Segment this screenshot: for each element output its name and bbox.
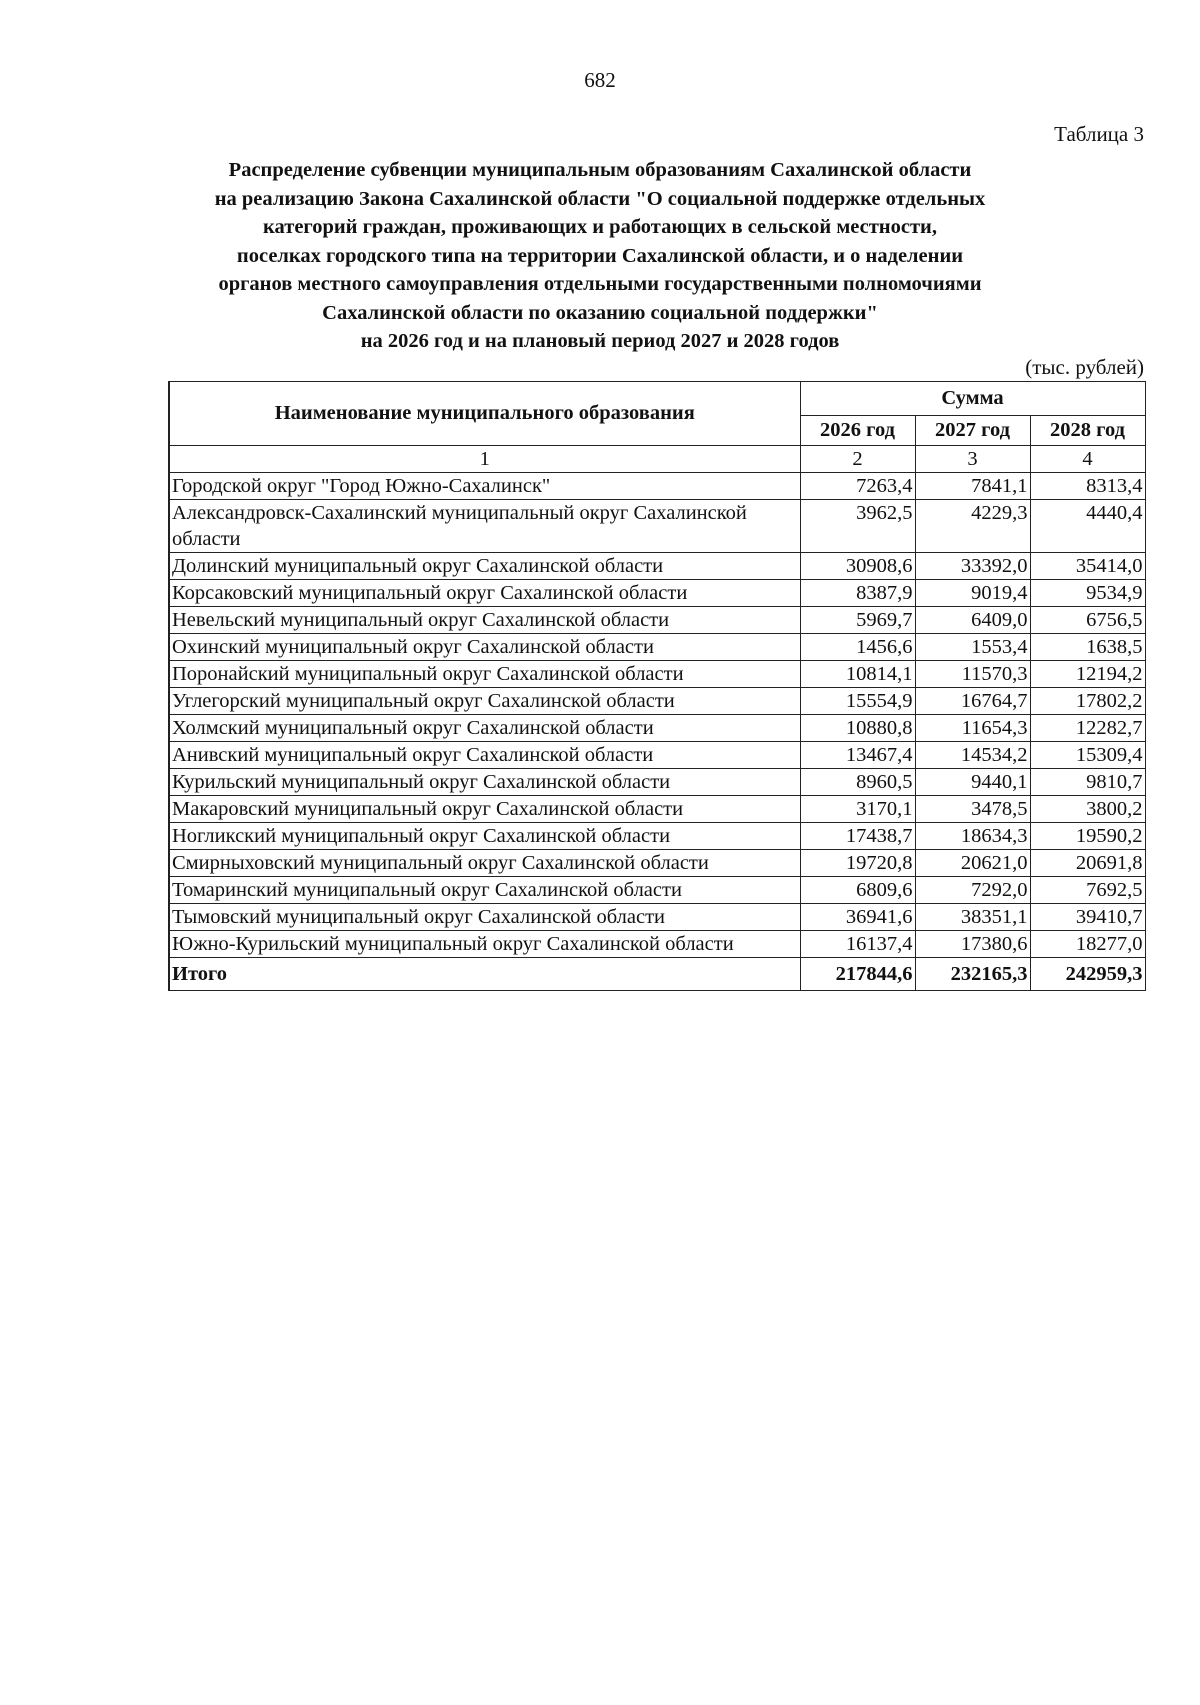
value-2028: 6756,5 (1030, 607, 1145, 634)
value-2026: 7263,4 (800, 473, 915, 500)
value-2028: 12282,7 (1030, 715, 1145, 742)
value-2026: 6809,6 (800, 877, 915, 904)
municipality-name: Невельский муниципальный округ Сахалинской области (169, 607, 800, 634)
value-2028: 8313,4 (1030, 473, 1145, 500)
value-2027: 14534,2 (915, 742, 1030, 769)
value-2026: 10814,1 (800, 661, 915, 688)
value-2028: 20691,8 (1030, 850, 1145, 877)
column-number-row (169, 446, 1145, 473)
table-row (169, 715, 1145, 742)
municipality-name: Ногликский муниципальный округ Сахалинской области (169, 823, 800, 850)
municipality-name: Томаринский муниципальный округ Сахалинской области (169, 877, 800, 904)
value-2028: 35414,0 (1030, 553, 1145, 580)
table-row (169, 796, 1145, 823)
municipality-name: Городской округ "Город Южно-Сахалинск" (169, 473, 800, 500)
value-2026: 16137,4 (800, 931, 915, 958)
value-2027: 6409,0 (915, 607, 1030, 634)
title-line: органов местного самоуправления отдельными государственными полномочиями (218, 273, 982, 295)
value-2027: 20621,0 (915, 850, 1030, 877)
total-label: Итого (169, 958, 800, 991)
column-number: 2 (800, 446, 915, 473)
table-row (169, 877, 1145, 904)
value-2028: 12194,2 (1030, 661, 1145, 688)
total-2027: 232165,3 (915, 958, 1030, 991)
table-label: Таблица 3 (1054, 122, 1144, 146)
value-2027: 38351,1 (915, 904, 1030, 931)
value-2027: 7841,1 (915, 473, 1030, 500)
value-2027: 18634,3 (915, 823, 1030, 850)
header-name: Наименование муниципального образования (169, 382, 800, 446)
value-2026: 5969,7 (800, 607, 915, 634)
value-2027: 11654,3 (915, 715, 1030, 742)
value-2026: 30908,6 (800, 553, 915, 580)
table-row (169, 580, 1145, 607)
value-2027: 4229,3 (915, 500, 1030, 553)
value-2027: 9019,4 (915, 580, 1030, 607)
municipality-name: Тымовский муниципальный округ Сахалинской области (169, 904, 800, 931)
municipality-name: Курильский муниципальный округ Сахалинской области (169, 769, 800, 796)
value-2028: 3800,2 (1030, 796, 1145, 823)
table-row (169, 931, 1145, 958)
value-2026: 3962,5 (800, 500, 915, 553)
value-2027: 16764,7 (915, 688, 1030, 715)
municipality-name: Анивский муниципальный округ Сахалинской области (169, 742, 800, 769)
value-2027: 33392,0 (915, 553, 1030, 580)
units-label: (тыс. рублей) (1025, 355, 1144, 379)
value-2027: 17380,6 (915, 931, 1030, 958)
municipality-name: Макаровский муниципальный округ Сахалинской области (169, 796, 800, 823)
table-row (169, 473, 1145, 500)
header-sum: Сумма (800, 382, 1145, 416)
column-number: 3 (915, 446, 1030, 473)
value-2026: 1456,6 (800, 634, 915, 661)
value-2026: 10880,8 (800, 715, 915, 742)
value-2027: 7292,0 (915, 877, 1030, 904)
value-2027: 1553,4 (915, 634, 1030, 661)
municipality-name: Смирныховский муниципальный округ Сахалинской области (169, 850, 800, 877)
table-row (169, 500, 1145, 553)
municipality-name: Корсаковский муниципальный округ Сахалинской области (169, 580, 800, 607)
value-2027: 9440,1 (915, 769, 1030, 796)
total-2026: 217844,6 (800, 958, 915, 991)
value-2027: 3478,5 (915, 796, 1030, 823)
value-2028: 7692,5 (1030, 877, 1145, 904)
value-2027: 11570,3 (915, 661, 1030, 688)
municipality-name: Охинский муниципальный округ Сахалинской области (169, 634, 800, 661)
value-2026: 13467,4 (800, 742, 915, 769)
table-row (169, 742, 1145, 769)
title-line: на 2026 год и на плановый период 2027 и 2028 годов (360, 330, 840, 352)
header-year-2027: 2027 год (915, 416, 1030, 446)
table-row (169, 823, 1145, 850)
value-2026: 8387,9 (800, 580, 915, 607)
title-line: категорий граждан, проживающих и работающих в сельской местности, (263, 216, 937, 238)
value-2026: 17438,7 (800, 823, 915, 850)
municipality-name: Углегорский муниципальный округ Сахалинской области (169, 688, 800, 715)
value-2028: 9810,7 (1030, 769, 1145, 796)
value-2026: 8960,5 (800, 769, 915, 796)
table-row (169, 661, 1145, 688)
title-line: на реализацию Закона Сахалинской области "О социальной поддержке отдельных (214, 187, 986, 210)
table-row (169, 607, 1145, 634)
value-2026: 36941,6 (800, 904, 915, 931)
value-2028: 1638,5 (1030, 634, 1145, 661)
total-row (169, 958, 1145, 991)
title-line: Распределение субвенции муниципальным образованиям Сахалинской области (228, 159, 972, 181)
value-2028: 15309,4 (1030, 742, 1145, 769)
column-number: 4 (1030, 446, 1145, 473)
table-row (169, 634, 1145, 661)
table-row (169, 553, 1145, 580)
table-row (169, 904, 1145, 931)
value-2026: 15554,9 (800, 688, 915, 715)
page-number: 682 (584, 68, 616, 92)
municipality-name: Александровск-Сахалинский муниципальный округ Сахалинской области (169, 500, 800, 553)
table-row (169, 688, 1145, 715)
value-2026: 3170,1 (800, 796, 915, 823)
value-2028: 4440,4 (1030, 500, 1145, 553)
value-2028: 18277,0 (1030, 931, 1145, 958)
subvention-table (168, 381, 1146, 991)
value-2026: 19720,8 (800, 850, 915, 877)
municipality-name: Южно-Курильский муниципальный округ Сахалинской области (169, 931, 800, 958)
title-line: Сахалинской области по оказанию социальной поддержки" (322, 301, 878, 324)
header-year-2028: 2028 год (1030, 416, 1145, 446)
total-2028: 242959,3 (1030, 958, 1145, 991)
column-number: 1 (169, 446, 800, 473)
title-line: поселках городского типа на территории Сахалинской области, и о наделении (236, 244, 964, 267)
value-2028: 19590,2 (1030, 823, 1145, 850)
table-row (169, 769, 1145, 796)
value-2028: 39410,7 (1030, 904, 1145, 931)
value-2028: 17802,2 (1030, 688, 1145, 715)
municipality-name: Долинский муниципальный округ Сахалинской области (169, 553, 800, 580)
table-row (169, 850, 1145, 877)
header-year-2026: 2026 год (800, 416, 915, 446)
municipality-name: Поронайский муниципальный округ Сахалинской области (169, 661, 800, 688)
document-title (150, 156, 1050, 356)
value-2028: 9534,9 (1030, 580, 1145, 607)
municipality-name: Холмский муниципальный округ Сахалинской области (169, 715, 800, 742)
